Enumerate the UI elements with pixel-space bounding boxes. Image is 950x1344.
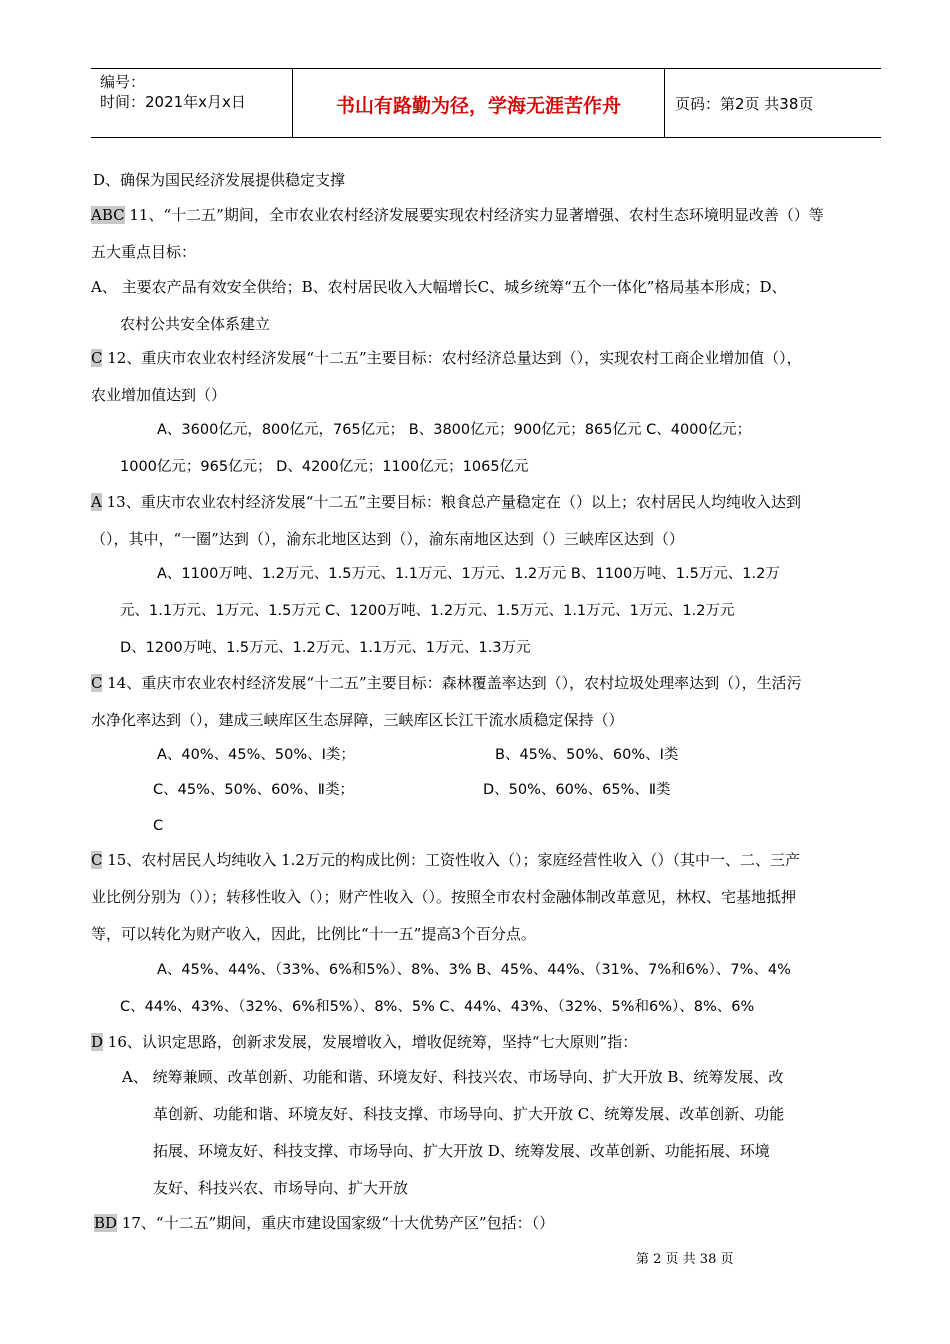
q14-stem-line-1 <box>91 673 802 693</box>
q16-options-line-3: 拓展、环境友好、科技支撑、市场导向、扩大开放 D、统筹发展、改革创新、功能拓展、环境 <box>153 1142 770 1160</box>
q12-answer: C <box>91 349 103 367</box>
q12-stem-line-1 <box>91 348 802 368</box>
q13-text: 13、重庆市农业农村经济发展“十二五”主要目标：粮食总产量稳定在（）以上；农村居民人均纯收入达到 <box>101 493 802 511</box>
q12-stem-line-2: 农业增加值达到（） <box>91 386 227 404</box>
page-footer: 第 2 页 共 38 页 <box>636 1252 734 1267</box>
q15-stem-line-1 <box>91 850 800 870</box>
q13-options-line-1: A、1100万吨、1.2万元、1.5万元、1.1万元、1万元、1.2万元 B、1100万吨、1.5万元、1.2万 <box>157 566 780 582</box>
q14-option-d: D、50%、60%、65%、Ⅱ类 <box>483 782 671 798</box>
q15-options-line-1: A、45%、44%、（33%、6%和5%）、8%、3% B、45%、44%、（31%、7%和6%）、7%、4% <box>157 962 791 978</box>
q14-stem-line-2: 水净化率达到（），建成三峡库区生态屏障，三峡库区长江干流水质稳定保持（） <box>91 711 624 729</box>
q12-options-line-2: 1000亿元；965亿元； D、4200亿元；1100亿元；1065亿元 <box>120 459 529 475</box>
q16-text: 16、认识定思路，创新求发展，发展增收入，增收促统筹，坚持“七大原则”指： <box>103 1033 638 1051</box>
header-left-cell <box>91 69 293 137</box>
q14-stray-answer: C <box>153 818 164 834</box>
q17-stem <box>94 1213 554 1233</box>
q11-options-line-1: A、 主要农产品有效安全供给；B、农村居民收入大幅增长C、城乡统筹“五个一体化”格局基本形成；D、 <box>91 278 787 296</box>
q11-stem-line-2: 五大重点目标： <box>91 243 197 261</box>
q13-stem-line-2: （），其中，“一圈”达到（），渝东北地区达到（），渝东南地区达到（）三峡库区达到（） <box>91 530 684 548</box>
q11-options-line-2: 农村公共安全体系建立 <box>120 315 271 333</box>
q13-options-line-2: 元、1.1万元、1万元、1.5万元 C、1200万吨、1.2万元、1.5万元、1.1万元、1万元、1.2万元 <box>120 603 735 619</box>
header-right-cell <box>665 69 881 137</box>
q14-option-c: C、45%、50%、60%、Ⅱ类； <box>153 782 354 798</box>
q15-answer: C <box>91 851 103 869</box>
q16-options-line-1: A、 统筹兼顾、改革创新、功能和谐、环境友好、科技兴农、市场导向、扩大开放 B、统筹发展、改 <box>122 1068 784 1086</box>
header-middle-cell <box>293 69 665 137</box>
q13-answer: A <box>91 493 102 511</box>
q17-text: 17、“十二五”期间，重庆市建设国家级“十大优势产区”包括：（） <box>117 1214 555 1232</box>
time-label: 时间：2021年x月x日 <box>100 93 246 111</box>
q13-stem-line-1 <box>91 492 801 512</box>
page-header <box>91 68 881 138</box>
q15-text: 15、农村居民人均纯收入 1.2万元的构成比例：工资性收入（）；家庭经营性收入（）（其中一、二、三产 <box>102 851 800 869</box>
motto: 书山有路勤为径，学海无涯苦作舟 <box>335 95 621 117</box>
q16-stem <box>91 1032 637 1052</box>
number-label: 编号： <box>100 73 146 91</box>
q17-answer: BD <box>94 1214 118 1232</box>
q16-options-line-4: 友好、科技兴农、市场导向、扩大开放 <box>153 1179 409 1197</box>
q15-stem-line-2: 业比例分别为（））；转移性收入（）；财产性收入（）。按照全市农村金融体制改革意见，林权、宅基地抵押 <box>91 888 797 906</box>
q15-options-line-2: C、44%、43%、（32%、6%和5%）、8%、5% C、44%、43%、（32%、5%和6%）、8%、6% <box>120 999 755 1015</box>
q14-option-b: B、45%、50%、60%、I类 <box>495 747 679 763</box>
q12-options-line-1: A、3600亿元，800亿元，765亿元； B、3800亿元；900亿元；865亿元 C、4000亿元； <box>157 422 752 438</box>
q10-option-d: D、确保为国民经济发展提供稳定支撑 <box>93 171 346 189</box>
q14-text: 14、重庆市农业农村经济发展“十二五”主要目标：森林覆盖率达到（），农村垃圾处理率达到（），生活污 <box>102 674 802 692</box>
q14-option-a: A、40%、45%、50%、I类； <box>157 747 355 763</box>
q16-options-line-2: 革创新、功能和谐、环境友好、科技支撑、市场导向、扩大开放 C、统筹发展、改革创新、功能 <box>153 1105 785 1123</box>
q13-options-line-3: D、1200万吨、1.5万元、1.2万元、1.1万元、1万元、1.3万元 <box>120 640 531 656</box>
q14-answer: C <box>91 674 103 692</box>
q11-answer: ABC <box>91 206 125 224</box>
q15-stem-line-3: 等，可以转化为财产收入，因此，比例比“十一五”提高3个百分点。 <box>91 925 536 943</box>
q11-stem-line-1 <box>91 205 824 225</box>
q11-text: 11、“十二五”期间，全市农业农村经济发展要实现农村经济实力显著增强、农村生态环境明显改善（）等 <box>124 206 824 224</box>
q16-answer: D <box>91 1033 104 1051</box>
page-info: 页码：第2页 共38页 <box>675 95 814 113</box>
q12-text: 12、重庆市农业农村经济发展“十二五”主要目标：农村经济总量达到（），实现农村工商企业增加值（）， <box>102 349 802 367</box>
